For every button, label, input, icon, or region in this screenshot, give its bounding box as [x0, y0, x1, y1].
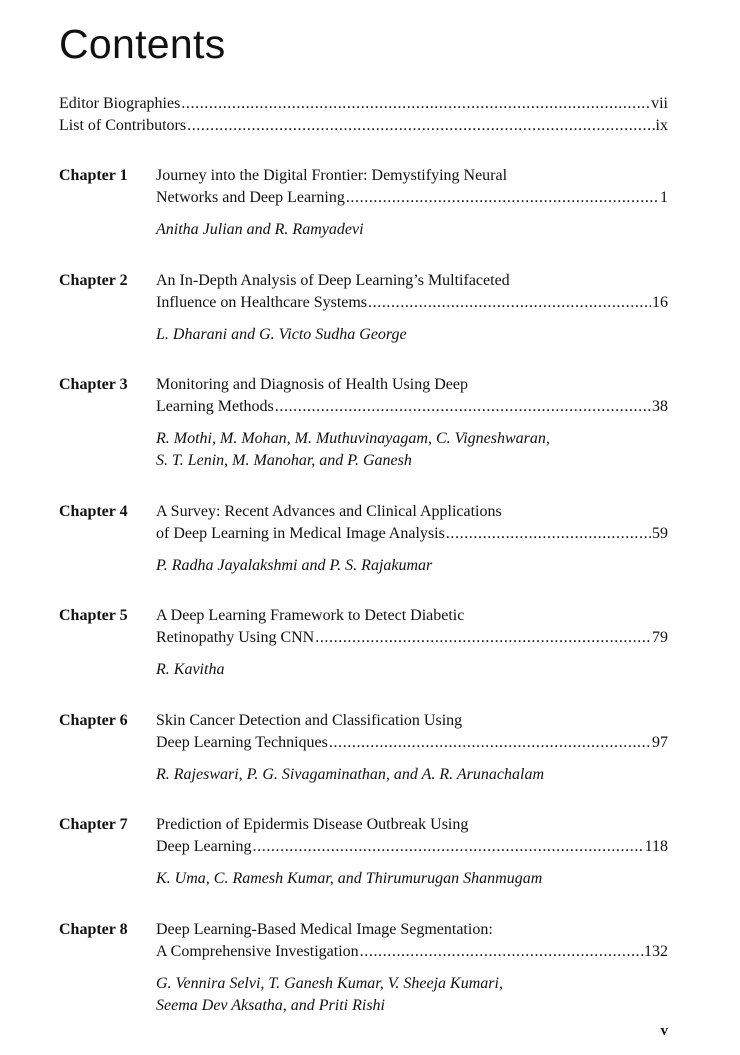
- chapter-authors: [156, 555, 668, 577]
- chapter-title-line: Prediction of Epidermis Disease Outbreak Using: [156, 816, 469, 833]
- chapter-entry-7[interactable]: [59, 814, 668, 919]
- toc-entry-title: Editor Biographies: [59, 95, 181, 112]
- page-folio: v: [660, 1023, 668, 1039]
- dot-leader: [368, 292, 651, 314]
- dot-leader: [346, 187, 659, 209]
- chapter-page-number: 16: [652, 293, 668, 311]
- chapter-title-line: Deep Learning-Based Medical Image Segmentation:: [156, 920, 493, 938]
- chapter-list: [59, 165, 668, 1014]
- chapter-entry-2[interactable]: [59, 270, 668, 375]
- chapter-entry-6[interactable]: [59, 710, 668, 815]
- chapter-title-line: [156, 396, 668, 418]
- toc-entry-editor-biographies[interactable]: [59, 93, 668, 115]
- chapter-label: Chapter 4: [59, 502, 128, 520]
- dot-leader: [446, 523, 651, 545]
- chapter-authors: [156, 764, 668, 786]
- chapter-title-continuation: Networks and Deep Learning: [156, 189, 345, 206]
- chapter-entry-5[interactable]: [59, 605, 668, 710]
- chapter-authors: [156, 219, 668, 241]
- chapter-title-continuation: of Deep Learning in Medical Image Analysis: [156, 524, 445, 542]
- chapter-title-continuation: Deep Learning Techniques: [156, 733, 328, 751]
- dot-leader: [329, 732, 651, 754]
- dot-leader: [315, 627, 651, 649]
- chapter-body: [156, 374, 668, 501]
- chapter-title-continuation: Learning Methods: [156, 398, 274, 415]
- front-matter-list: [59, 93, 668, 137]
- chapter-body: [156, 270, 668, 375]
- chapter-entry-3[interactable]: [59, 374, 668, 501]
- chapter-label: Chapter 6: [59, 711, 128, 729]
- chapter-title-line: Monitoring and Diagnosis of Health Using Deep: [156, 376, 468, 393]
- dot-leader: [187, 115, 654, 137]
- author-line: S. T. Lenin, M. Manohar, and P. Ganesh: [156, 452, 412, 469]
- chapter-page-number: 38: [652, 398, 668, 415]
- chapter-title-continuation: Retinopathy Using CNN: [156, 629, 315, 646]
- chapter-body: [156, 165, 668, 270]
- chapter-title-line: Journey into the Digital Frontier: Demystifying Neural: [156, 167, 508, 184]
- chapter-label: Chapter 5: [59, 607, 128, 624]
- chapter-title-line: An In-Depth Analysis of Deep Learning’s Multifaceted: [156, 271, 510, 289]
- toc-page-number: ix: [655, 117, 668, 134]
- author-line: R. Rajeswari, P. G. Sivagaminathan, and A. R. Arunachalam: [156, 765, 544, 783]
- author-line: G. Vennira Selvi, T. Ganesh Kumar, V. Sheeja Kumari,: [156, 974, 503, 992]
- chapter-title-line: [156, 627, 668, 649]
- chapter-entry-1[interactable]: [59, 165, 668, 270]
- chapter-label: Chapter 1: [59, 167, 128, 184]
- chapter-label: Chapter 2: [59, 271, 128, 289]
- chapter-body: [156, 501, 668, 606]
- chapter-title-line: [156, 523, 668, 545]
- chapter-body: [156, 919, 668, 1014]
- chapter-page-number: 1: [660, 189, 668, 206]
- author-line: R. Kavitha: [156, 661, 225, 678]
- author-line: Anitha Julian and R. Ramyadevi: [156, 221, 364, 238]
- chapter-page-number: 79: [652, 629, 668, 646]
- toc-page-number: vii: [651, 95, 668, 112]
- author-line: R. Mothi, M. Mohan, M. Muthuvinayagam, C. Vigneshwaran,: [156, 430, 550, 447]
- toc-entry-list-of-contributors[interactable]: [59, 115, 668, 137]
- chapter-title-line: [156, 292, 668, 314]
- chapter-title-line: [156, 836, 668, 858]
- dot-leader: [181, 93, 650, 115]
- chapter-body: [156, 605, 668, 710]
- chapter-authors: [156, 324, 668, 346]
- chapter-title-line: [156, 732, 668, 754]
- chapter-authors: [156, 973, 668, 1017]
- toc-entry-title: List of Contributors: [59, 117, 187, 134]
- chapter-title-line: [156, 941, 668, 963]
- chapter-title-line: [156, 187, 668, 209]
- dot-leader: [275, 396, 651, 418]
- chapter-page-number: 97: [652, 733, 668, 751]
- chapter-authors: [156, 428, 668, 472]
- chapter-page-number: 132: [644, 942, 668, 960]
- author-line: P. Radha Jayalakshmi and P. S. Rajakumar: [156, 556, 433, 574]
- chapter-title-line: A Survey: Recent Advances and Clinical Applications: [156, 502, 502, 520]
- chapter-label: Chapter 3: [59, 376, 128, 393]
- chapter-body: [156, 814, 668, 919]
- author-line: L. Dharani and G. Victo Sudha George: [156, 325, 407, 343]
- chapter-title-continuation: Influence on Healthcare Systems: [156, 293, 368, 311]
- chapter-label: Chapter 7: [59, 816, 128, 833]
- author-line: Seema Dev Aksatha, and Priti Rishi: [156, 996, 385, 1014]
- chapter-authors: [156, 868, 668, 890]
- chapter-title-continuation: A Comprehensive Investigation: [156, 942, 359, 960]
- chapter-title-continuation: Deep Learning: [156, 838, 252, 855]
- chapter-authors: [156, 659, 668, 681]
- chapter-body: [156, 710, 668, 815]
- page-title: Contents: [59, 21, 226, 67]
- chapter-entry-4[interactable]: [59, 501, 668, 606]
- chapter-label: Chapter 8: [59, 920, 128, 938]
- chapter-entry-8[interactable]: [59, 919, 668, 1014]
- chapter-page-number: 118: [644, 838, 668, 855]
- dot-leader: [360, 941, 643, 963]
- dot-leader: [253, 836, 644, 858]
- author-line: K. Uma, C. Ramesh Kumar, and Thirumurugan Shanmugam: [156, 870, 543, 887]
- chapter-title-line: Skin Cancer Detection and Classification Using: [156, 711, 463, 729]
- chapter-title-line: A Deep Learning Framework to Detect Diabetic: [156, 607, 465, 624]
- chapter-page-number: 59: [652, 524, 668, 542]
